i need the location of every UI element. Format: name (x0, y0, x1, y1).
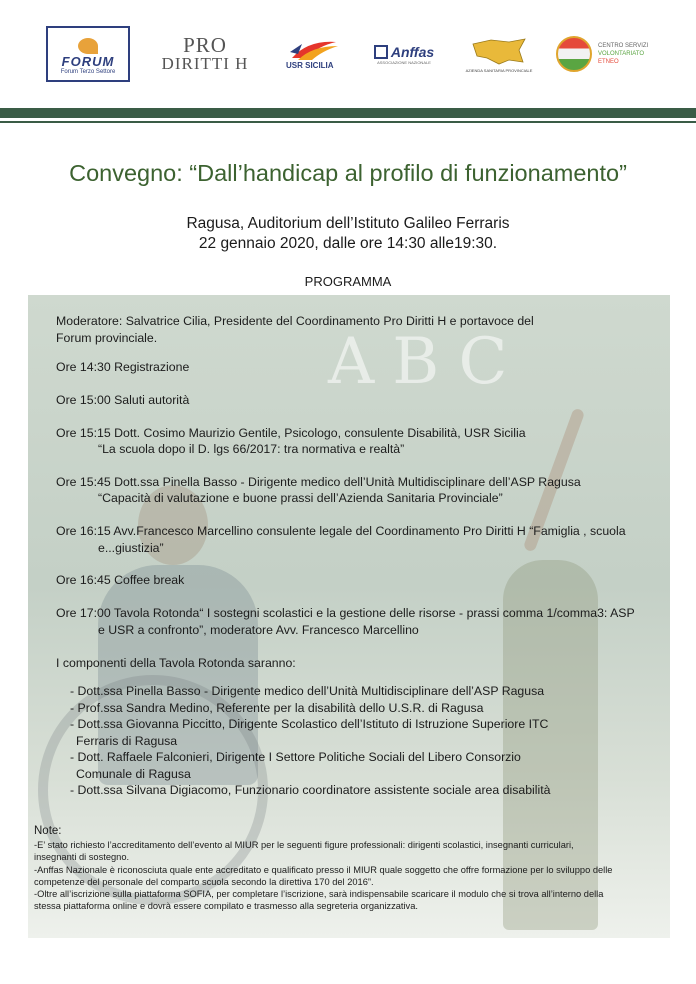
schedule-item (56, 474, 646, 507)
header-band-thin (0, 121, 696, 123)
forum-logo-sub: Forum Terzo Settore (60, 68, 116, 75)
schedule-item-main: Ore 15:45 Dott.ssa Pinella Basso - Dirigente medico dell’Unità Multidisciplinare dell’ASP Ragusa (56, 474, 581, 489)
anffas-logo-sub: ASSOCIAZIONE NAZIONALE (377, 59, 431, 65)
schedule-item-main: Ore 14:30 Registrazione (56, 360, 190, 374)
schedule-item-talk: “La scuola dopo il D. lgs 66/2017: tra normativa e realtà” (98, 442, 405, 457)
csve-line3: ETNEO (598, 59, 619, 65)
anffas-logo (366, 26, 442, 82)
member-item (70, 782, 646, 799)
member-line: - Dott.ssa Giovanna Piccitto, Dirigente Scolastico dell’Istituto di Istruzione Superiore ITC (70, 717, 549, 732)
schedule-item (56, 523, 646, 556)
usr-swoosh-icon (288, 38, 340, 62)
logo-bar (46, 26, 652, 86)
member-line: - Dott.ssa Silvana Digiacomo, Funzionario coordinatore assistente sociale area disabilità (70, 783, 551, 798)
member-item (70, 749, 646, 782)
schedule-item (56, 425, 646, 458)
asp-logo (464, 26, 534, 82)
schedule-item-main: Ore 16:45 Coffee break (56, 573, 185, 588)
notes-title: Note: (34, 825, 62, 837)
anffas-mark-icon (374, 45, 388, 59)
csve-line2: VOLONTARIATO (598, 51, 645, 57)
schedule-item (56, 392, 646, 409)
schedule-item-talk: e...giustizia” (98, 540, 164, 555)
schedule-item-talk: e USR a confronto”, moderatore Avv. Francesco Marcellino (98, 622, 419, 637)
pro-diritti-line1: PRO (183, 33, 227, 57)
moderator (56, 313, 646, 346)
csve-line1: CENTRO SERVIZI (598, 43, 649, 49)
event-date: 22 gennaio 2020, dalle ore 14:30 alle19:30. (198, 235, 498, 252)
schedule-item-main: Ore 15:00 Saluti autorità (56, 392, 190, 407)
members-label: I componenti della Tavola Rotonda saranno: (56, 655, 296, 670)
usr-sicilia-logo (282, 26, 346, 82)
member-line-cont: Comunale di Ragusa (76, 766, 191, 781)
moderator-line2: Forum provinciale. (56, 330, 158, 345)
usr-logo-text: USR SICILIA (286, 61, 334, 70)
schedule-item-main: Ore 17:00 Tavola Rotonda“ I sostegni scolastici e la gestione delle risorse - prassi comma 1/comma3: ASP (56, 606, 635, 621)
forum-logo-name: FORUM (61, 53, 115, 69)
pro-diritti-line2: DIRITTI H (161, 54, 249, 73)
program-heading: PROGRAMMA (304, 274, 392, 289)
forum-mark-icon (78, 38, 98, 54)
schedule-item-main: Ore 15:15 Dott. Cosimo Maurizio Gentile, Psicologo, consulente Disabilità, USR Sicilia (56, 425, 526, 440)
program-content (56, 313, 646, 799)
note-line: insegnanti di sostegno. (34, 852, 130, 863)
member-line: - Dott.ssa Pinella Basso - Dirigente medico dell’Unità Multidisciplinare dell’ASP Ragusa (70, 684, 545, 699)
schedule-item (56, 605, 646, 638)
blackboard-text: ABC (328, 325, 526, 399)
member-item (70, 716, 646, 749)
page-title: Convegno: “Dall’handicap al profilo di funzionamento” (69, 160, 627, 186)
forum-logo (46, 26, 130, 82)
moderator-line1: Moderatore: Salvatrice Cilia, Presidente del Coordinamento Pro Diritti H e portavoce del (56, 314, 534, 328)
anffas-logo-name: Anffas (390, 43, 435, 60)
header-band (0, 108, 696, 118)
sicily-map-icon (469, 36, 529, 68)
note-line: -E’ stato richiesto l’accreditamento dell’evento al MIUR per le seguenti figure professionali: dirigenti scolastici, insegnanti curriculari, (34, 840, 574, 850)
member-line: - Dott. Raffaele Falconieri, Dirigente I Settore Politiche Sociali del Libero Consorzio (70, 750, 521, 765)
csve-logo (556, 26, 652, 82)
schedule-item (56, 572, 646, 589)
note-line: -Anffas Nazionale è riconosciuta quale ente accreditato e qualificato presso il MIUR quale soggetto che offre formazione per lo sviluppo delle (34, 864, 613, 875)
member-list (56, 683, 646, 799)
event-location: Ragusa, Auditorium dell’Istituto Galileo Ferraris (186, 215, 510, 232)
event-details (0, 214, 696, 254)
asp-logo-sub: AZIENDA SANITARIA PROVINCIALE (465, 67, 533, 73)
member-line: - Prof.ssa Sandra Medino, Referente per la disabilità dello U.S.R. di Ragusa (70, 700, 484, 715)
member-item (70, 683, 646, 700)
note-line: competenze del personale del comparto scuola secondo la direttiva 170 del 2016”. (34, 876, 374, 887)
member-line-cont: Ferraris di Ragusa (76, 733, 178, 748)
schedule-item-talk: “Capacità di valutazione e buone prassi dell’Azienda Sanitaria Provinciale” (98, 491, 503, 506)
schedule-item (56, 359, 646, 376)
csve-mark-icon (556, 36, 592, 72)
note-line: -Oltre all’iscrizione sulla piattaforma SOFIA, per completare l’iscrizione, sarà indispensabile scaricare il modulo che si trova all’interno della (34, 889, 604, 900)
member-item (70, 700, 646, 717)
notes (34, 824, 664, 913)
note-line: stessa piattaforma online e dovrà essere compilato e trasmesso alla segreteria organizzativa. (34, 901, 418, 912)
schedule-item-main: Ore 16:15 Avv.Francesco Marcellino consulente legale del Coordinamento Pro Diritti H “Famiglia , scuola (56, 524, 626, 539)
pro-diritti-logo (146, 26, 264, 82)
